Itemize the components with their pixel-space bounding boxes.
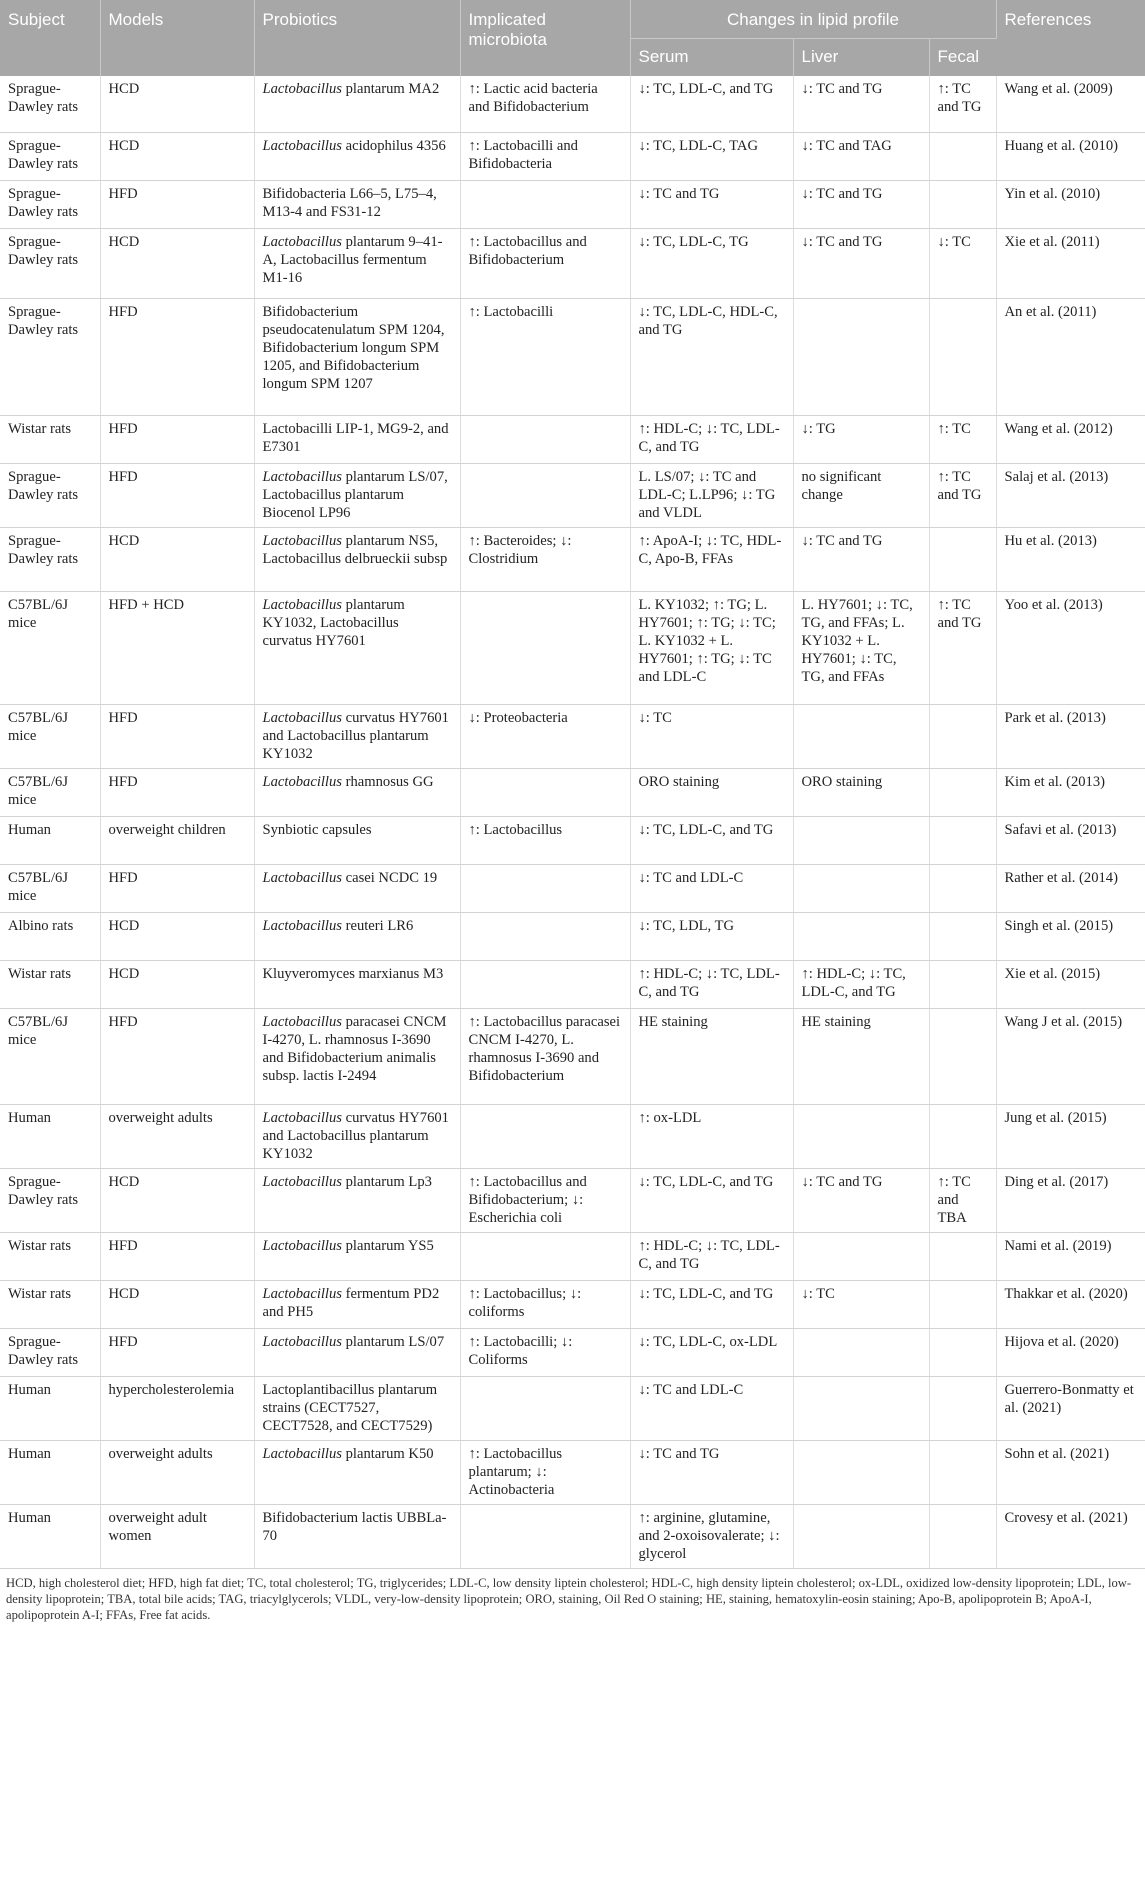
cell-model: HCD [100, 912, 254, 960]
cell-subject: Human [0, 1440, 100, 1504]
probiotic-strain: Bifidobacteria L66–5, L75–4, M13-4 and FS31-12 [262, 185, 437, 220]
cell-serum: ↓: TC [630, 704, 793, 768]
cell-subject: C57BL/6J mice [0, 768, 100, 816]
cell-serum: L. KY1032; ↑: TG; L. HY7601; ↑: TG; ↓: TC; L. KY1032 + L. HY7601; ↑: TG; ↓: TC and LDL-C [630, 591, 793, 704]
cell-subject: C57BL/6J mice [0, 704, 100, 768]
cell-subject: Sprague-Dawley rats [0, 1328, 100, 1376]
table-row [0, 1104, 1145, 1168]
header-fecal: Fecal [929, 39, 996, 77]
cell-serum: ORO staining [630, 768, 793, 816]
cell-microbiota: ↑: Lactobacillus and Bifidobacterium; ↓: Escherichia coli [460, 1168, 630, 1232]
cell-subject: Sprague-Dawley rats [0, 527, 100, 591]
cell-serum: ↑: HDL-C; ↓: TC, LDL-C, and TG [630, 960, 793, 1008]
cell-liver: ↓: TC and TG [793, 228, 929, 298]
cell-liver: ↓: TG [793, 415, 929, 463]
probiotic-strain: curvatus HY7601 and Lactobacillus plantarum KY1032 [262, 709, 449, 762]
table-row [0, 1376, 1145, 1440]
probiotic-genus: Lactobacillus [262, 1333, 342, 1350]
probiotic-genus: Lactobacillus [262, 917, 342, 934]
cell-subject: Albino rats [0, 912, 100, 960]
probiotic-strain: Lactoplantibacillus plantarum strains (CECT7527, CECT7528, and CECT7529) [262, 1381, 438, 1434]
probiotic-strain: plantarum K50 [341, 1445, 434, 1462]
cell-model: hypercholesterolemia [100, 1376, 254, 1440]
cell-serum: ↓: TC and LDL-C [630, 864, 793, 912]
cell-liver: no significant change [793, 463, 929, 527]
table-row [0, 960, 1145, 1008]
cell-serum: L. LS/07; ↓: TC and LDL-C; L.LP96; ↓: TG and VLDL [630, 463, 793, 527]
cell-probiotics [254, 1104, 460, 1168]
cell-serum: ↓: TC, LDL-C, and TG [630, 1280, 793, 1328]
cell-fecal [929, 527, 996, 591]
probiotic-strain: curvatus HY7601 and Lactobacillus plantarum KY1032 [262, 1109, 449, 1162]
cell-fecal: ↑: TC [929, 415, 996, 463]
cell-serum: ↓: TC and TG [630, 1440, 793, 1504]
cell-serum: ↑: HDL-C; ↓: TC, LDL-C, and TG [630, 415, 793, 463]
cell-subject: Human [0, 1376, 100, 1440]
cell-serum: ↓: TC, LDL-C, TG [630, 228, 793, 298]
cell-serum: ↑: arginine, glutamine, and 2-oxoisovalerate; ↓: glycerol [630, 1504, 793, 1568]
cell-probiotics [254, 816, 460, 864]
cell-model: HCD [100, 76, 254, 132]
cell-reference: Hijova et al. (2020) [996, 1328, 1145, 1376]
cell-microbiota [460, 1232, 630, 1280]
table-row [0, 768, 1145, 816]
cell-microbiota [460, 1376, 630, 1440]
cell-liver [793, 1328, 929, 1376]
cell-fecal [929, 298, 996, 415]
cell-reference: Sohn et al. (2021) [996, 1440, 1145, 1504]
cell-microbiota: ↑: Lactobacillus paracasei CNCM I-4270, L. rhamnosus I-3690 and Bifidobacterium [460, 1008, 630, 1104]
cell-model: HCD [100, 132, 254, 180]
table-row [0, 1168, 1145, 1232]
cell-subject: Human [0, 816, 100, 864]
cell-liver: HE staining [793, 1008, 929, 1104]
cell-subject: Sprague-Dawley rats [0, 298, 100, 415]
cell-liver [793, 298, 929, 415]
cell-liver [793, 1232, 929, 1280]
cell-microbiota [460, 415, 630, 463]
cell-liver: ↑: HDL-C; ↓: TC, LDL-C, and TG [793, 960, 929, 1008]
probiotic-genus: Lactobacillus [262, 1109, 342, 1126]
cell-microbiota: ↓: Proteobacteria [460, 704, 630, 768]
cell-fecal [929, 1280, 996, 1328]
table-row [0, 1008, 1145, 1104]
cell-serum: ↑: ox-LDL [630, 1104, 793, 1168]
cell-microbiota [460, 1104, 630, 1168]
probiotic-strain: plantarum MA2 [341, 81, 440, 97]
cell-reference: Hu et al. (2013) [996, 527, 1145, 591]
cell-microbiota: ↑: Lactic acid bacteria and Bifidobacterium [460, 76, 630, 132]
cell-microbiota: ↑: Lactobacillus plantarum; ↓: Actinobacteria [460, 1440, 630, 1504]
cell-liver [793, 864, 929, 912]
table-row [0, 527, 1145, 591]
probiotic-strain: plantarum LS/07, Lactobacillus plantarum Biocenol LP96 [262, 468, 448, 521]
cell-microbiota [460, 180, 630, 228]
cell-liver [793, 1104, 929, 1168]
cell-probiotics [254, 591, 460, 704]
cell-liver [793, 1376, 929, 1440]
header-liver: Liver [793, 39, 929, 77]
cell-subject: C57BL/6J mice [0, 864, 100, 912]
header-changes-in-lipid-profile: Changes in lipid profile [630, 0, 996, 39]
cell-subject: Sprague-Dawley rats [0, 180, 100, 228]
cell-reference: Xie et al. (2015) [996, 960, 1145, 1008]
cell-fecal [929, 768, 996, 816]
cell-serum: ↓: TC and LDL-C [630, 1376, 793, 1440]
cell-serum: ↓: TC, LDL, TG [630, 912, 793, 960]
cell-microbiota [460, 1504, 630, 1568]
cell-liver [793, 1440, 929, 1504]
probiotic-genus: Lactobacillus [262, 81, 342, 97]
cell-probiotics [254, 132, 460, 180]
cell-subject: Human [0, 1104, 100, 1168]
cell-reference: Wang J et al. (2015) [996, 1008, 1145, 1104]
table-row [0, 816, 1145, 864]
cell-fecal [929, 180, 996, 228]
table-row [0, 1504, 1145, 1568]
cell-reference: Nami et al. (2019) [996, 1232, 1145, 1280]
cell-fecal: ↑: TC and TBA [929, 1168, 996, 1232]
table-row [0, 591, 1145, 704]
cell-subject: Sprague-Dawley rats [0, 463, 100, 527]
cell-probiotics [254, 912, 460, 960]
table-row [0, 463, 1145, 527]
cell-fecal [929, 1440, 996, 1504]
cell-microbiota: ↑: Lactobacilli [460, 298, 630, 415]
cell-fecal [929, 1008, 996, 1104]
probiotic-strain: plantarum YS5 [341, 1237, 434, 1254]
probiotic-genus: Lactobacillus [262, 869, 342, 886]
cell-probiotics [254, 1232, 460, 1280]
header-implicated-microbiota: Implicated microbiota [460, 0, 630, 76]
cell-serum: HE staining [630, 1008, 793, 1104]
cell-microbiota: ↑: Lactobacillus; ↓: coliforms [460, 1280, 630, 1328]
cell-probiotics [254, 1328, 460, 1376]
cell-probiotics [254, 1376, 460, 1440]
table-row [0, 1328, 1145, 1376]
probiotic-strain: Kluyveromyces marxianus M3 [262, 965, 444, 982]
cell-reference: Kim et al. (2013) [996, 768, 1145, 816]
cell-liver: ↓: TC and TAG [793, 132, 929, 180]
table-row [0, 415, 1145, 463]
probiotic-strain: plantarum LS/07 [341, 1333, 445, 1350]
cell-subject: Wistar rats [0, 415, 100, 463]
cell-reference: Yin et al. (2010) [996, 180, 1145, 228]
cell-subject: Wistar rats [0, 1232, 100, 1280]
cell-probiotics [254, 1280, 460, 1328]
probiotic-strain: Bifidobacterium lactis UBBLa-70 [262, 1509, 447, 1544]
cell-model: HFD + HCD [100, 591, 254, 704]
cell-liver: ORO staining [793, 768, 929, 816]
probiotic-genus: Lactobacillus [262, 596, 342, 613]
cell-fecal [929, 912, 996, 960]
probiotic-genus: Lactobacillus [262, 1445, 342, 1462]
probiotic-strain: Bifidobacterium pseudocatenulatum SPM 1204, Bifidobacterium longum SPM 1205, and Bifidobacterium longum SPM 1207 [262, 303, 445, 392]
probiotic-genus: Lactobacillus [262, 773, 342, 790]
cell-fecal: ↑: TC and TG [929, 76, 996, 132]
cell-model: HFD [100, 298, 254, 415]
cell-liver: ↓: TC and TG [793, 180, 929, 228]
cell-serum: ↓: TC and TG [630, 180, 793, 228]
header-row [0, 0, 1145, 39]
cell-fecal [929, 704, 996, 768]
cell-reference: Safavi et al. (2013) [996, 816, 1145, 864]
cell-microbiota: ↑: Lactobacilli; ↓: Coliforms [460, 1328, 630, 1376]
cell-model: HFD [100, 463, 254, 527]
cell-fecal [929, 1504, 996, 1568]
cell-reference: Wang et al. (2012) [996, 415, 1145, 463]
probiotic-strain: acidophilus 4356 [341, 137, 446, 154]
cell-serum: ↓: TC, LDL-C, TAG [630, 132, 793, 180]
cell-liver [793, 816, 929, 864]
cell-model: overweight adults [100, 1440, 254, 1504]
cell-reference: Ding et al. (2017) [996, 1168, 1145, 1232]
cell-microbiota: ↑: Lactobacillus and Bifidobacterium [460, 228, 630, 298]
cell-liver: ↓: TC [793, 1280, 929, 1328]
probiotic-strain: Lactobacilli LIP-1, MG9-2, and E7301 [262, 420, 449, 455]
probiotic-genus: Lactobacillus [262, 532, 342, 549]
table-body [0, 76, 1145, 1568]
cell-model: HFD [100, 864, 254, 912]
probiotic-genus: Lactobacillus [262, 1285, 342, 1302]
cell-subject: Sprague-Dawley rats [0, 228, 100, 298]
probiotic-genus: Lactobacillus [262, 1237, 342, 1254]
cell-model: HFD [100, 704, 254, 768]
cell-probiotics [254, 704, 460, 768]
probiotic-strain: plantarum Lp3 [341, 1173, 432, 1190]
cell-subject: Sprague-Dawley rats [0, 1168, 100, 1232]
cell-subject: Human [0, 1504, 100, 1568]
cell-serum: ↓: TC, LDL-C, and TG [630, 1168, 793, 1232]
probiotic-strain: plantarum 9–41-A, Lactobacillus fermentum M1-16 [262, 233, 443, 286]
cell-subject: Wistar rats [0, 1280, 100, 1328]
cell-microbiota [460, 960, 630, 1008]
table-row [0, 76, 1145, 132]
cell-serum: ↓: TC, LDL-C, ox-LDL [630, 1328, 793, 1376]
table-row [0, 1232, 1145, 1280]
table-row [0, 180, 1145, 228]
cell-fecal [929, 960, 996, 1008]
cell-subject: C57BL/6J mice [0, 1008, 100, 1104]
probiotic-genus: Lactobacillus [262, 1013, 342, 1030]
header-subject: Subject [0, 0, 100, 76]
table-row [0, 912, 1145, 960]
cell-liver [793, 704, 929, 768]
cell-probiotics [254, 864, 460, 912]
cell-reference: Wang et al. (2009) [996, 76, 1145, 132]
cell-probiotics [254, 76, 460, 132]
cell-fecal [929, 1376, 996, 1440]
cell-microbiota [460, 463, 630, 527]
cell-model: overweight children [100, 816, 254, 864]
cell-model: HFD [100, 1008, 254, 1104]
cell-microbiota: ↑: Lactobacilli and Bifidobacteria [460, 132, 630, 180]
cell-probiotics [254, 298, 460, 415]
cell-reference: Crovesy et al. (2021) [996, 1504, 1145, 1568]
cell-model: HCD [100, 1168, 254, 1232]
cell-model: HFD [100, 1328, 254, 1376]
header-models: Models [100, 0, 254, 76]
cell-subject: Sprague-Dawley rats [0, 132, 100, 180]
cell-probiotics [254, 463, 460, 527]
cell-reference: An et al. (2011) [996, 298, 1145, 415]
probiotic-genus: Lactobacillus [262, 709, 342, 726]
cell-microbiota [460, 864, 630, 912]
cell-model: overweight adult women [100, 1504, 254, 1568]
cell-probiotics [254, 768, 460, 816]
cell-reference: Yoo et al. (2013) [996, 591, 1145, 704]
probiotic-genus: Lactobacillus [262, 137, 342, 154]
table-row [0, 1280, 1145, 1328]
cell-liver: ↓: TC and TG [793, 1168, 929, 1232]
cell-fecal [929, 864, 996, 912]
cell-serum: ↓: TC, LDL-C, HDL-C, and TG [630, 298, 793, 415]
cell-serum: ↑: HDL-C; ↓: TC, LDL-C, and TG [630, 1232, 793, 1280]
table-row [0, 228, 1145, 298]
cell-fecal [929, 1232, 996, 1280]
cell-model: HCD [100, 228, 254, 298]
table-row [0, 132, 1145, 180]
cell-fecal: ↑: TC and TG [929, 463, 996, 527]
table-row [0, 864, 1145, 912]
cell-probiotics [254, 1168, 460, 1232]
cell-microbiota: ↑: Lactobacillus [460, 816, 630, 864]
probiotic-strain: plantarum NS5, Lactobacillus delbrueckii subsp [262, 532, 448, 567]
cell-probiotics [254, 180, 460, 228]
cell-reference: Guerrero-Bonmatty et al. (2021) [996, 1376, 1145, 1440]
probiotic-strain: rhamnosus GG [341, 773, 434, 790]
cell-reference: Jung et al. (2015) [996, 1104, 1145, 1168]
cell-serum: ↓: TC, LDL-C, and TG [630, 76, 793, 132]
cell-fecal [929, 816, 996, 864]
probiotic-genus: Lactobacillus [262, 233, 342, 250]
probiotic-strain: plantarum KY1032, Lactobacillus curvatus HY7601 [262, 596, 405, 649]
cell-reference: Huang et al. (2010) [996, 132, 1145, 180]
cell-liver [793, 1504, 929, 1568]
cell-probiotics [254, 1440, 460, 1504]
cell-reference: Singh et al. (2015) [996, 912, 1145, 960]
table-footnote: HCD, high cholesterol diet; HFD, high fat diet; TC, total cholesterol; TG, triglycerides; LDL-C, low density liptein cholesterol; HDL-C, high density liptein cholesterol; ox-LDL, oxidized low-density lipoprotein; LDL, low-density lipoprotein; TBA, total bile acids; TAG, triacylglycerols; VLDL, very-low-density lipoprotein; ORO, staining, Oil Red O staining; HE, staining, hematoxylin-eosin staining; Apo-B, apolipoprotein B; ApoA-I, apolipoprotein A-I; FFAs, Free fat acids. [6, 1575, 1132, 1622]
cell-model: HFD [100, 180, 254, 228]
cell-probiotics [254, 960, 460, 1008]
cell-model: HCD [100, 1280, 254, 1328]
cell-liver: ↓: TC and TG [793, 527, 929, 591]
cell-probiotics [254, 1008, 460, 1104]
cell-model: HCD [100, 527, 254, 591]
cell-microbiota: ↑: Bacteroides; ↓: Clostridium [460, 527, 630, 591]
cell-subject: Wistar rats [0, 960, 100, 1008]
cell-model: HFD [100, 1232, 254, 1280]
table-row [0, 1440, 1145, 1504]
cell-fecal: ↓: TC [929, 228, 996, 298]
cell-subject: C57BL/6J mice [0, 591, 100, 704]
cell-model: HFD [100, 768, 254, 816]
cell-reference: Salaj et al. (2013) [996, 463, 1145, 527]
cell-microbiota [460, 912, 630, 960]
cell-liver [793, 912, 929, 960]
cell-serum: ↓: TC, LDL-C, and TG [630, 816, 793, 864]
cell-liver: L. HY7601; ↓: TC, TG, and FFAs; L. KY1032 + L. HY7601; ↓: TC, TG, and FFAs [793, 591, 929, 704]
probiotic-strain: casei NCDC 19 [341, 869, 438, 886]
probiotic-strain: reuteri LR6 [341, 917, 414, 934]
cell-probiotics [254, 1504, 460, 1568]
cell-reference: Rather et al. (2014) [996, 864, 1145, 912]
header-probiotics: Probiotics [254, 0, 460, 76]
cell-probiotics [254, 415, 460, 463]
cell-liver: ↓: TC and TG [793, 76, 929, 132]
cell-serum: ↑: ApoA-I; ↓: TC, HDL-C, Apo-B, FFAs [630, 527, 793, 591]
cell-fecal [929, 1104, 996, 1168]
cell-fecal [929, 132, 996, 180]
cell-model: overweight adults [100, 1104, 254, 1168]
table-row [0, 704, 1145, 768]
cell-microbiota [460, 768, 630, 816]
cell-probiotics [254, 228, 460, 298]
probiotic-strain: fermentum PD2 and PH5 [262, 1285, 440, 1320]
cell-reference: Park et al. (2013) [996, 704, 1145, 768]
probiotic-strain: paracasei CNCM I-4270, L. rhamnosus I-3690 and Bifidobacterium animalis subsp. lactis I-2494 [262, 1013, 447, 1084]
probiotic-strain: Synbiotic capsules [262, 821, 372, 838]
probiotic-genus: Lactobacillus [262, 468, 342, 485]
cell-fecal [929, 1328, 996, 1376]
table-row [0, 298, 1145, 415]
header-references: References [996, 0, 1145, 76]
cell-subject: Sprague-Dawley rats [0, 76, 100, 132]
cell-reference: Thakkar et al. (2020) [996, 1280, 1145, 1328]
cell-fecal: ↑: TC and TG [929, 591, 996, 704]
header-serum: Serum [630, 39, 793, 77]
cell-model: HFD [100, 415, 254, 463]
cell-model: HCD [100, 960, 254, 1008]
cell-probiotics [254, 527, 460, 591]
cell-reference: Xie et al. (2011) [996, 228, 1145, 298]
cell-microbiota [460, 591, 630, 704]
probiotic-genus: Lactobacillus [262, 1173, 342, 1190]
